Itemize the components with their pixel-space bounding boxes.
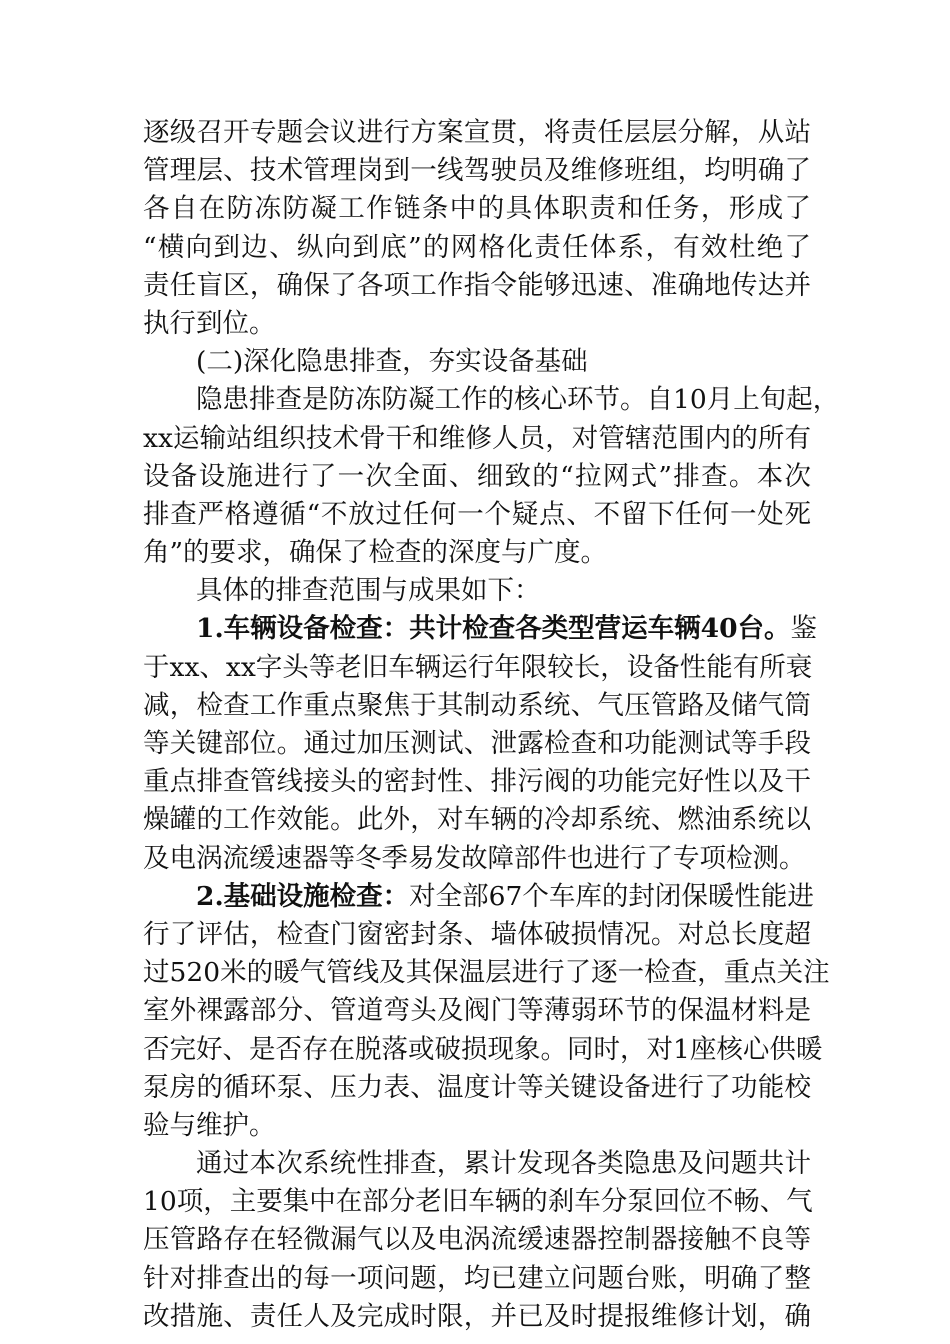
text-line: 过520米的暖气管线及其保温层进行了逐一检查，重点关注 bbox=[143, 957, 830, 989]
text-line: 针对排查出的每一项问题，均已建立问题台账，明确了整 bbox=[143, 1262, 811, 1294]
text-line: 否完好、是否存在脱落或破损现象。同时，对1座核心供暖 bbox=[143, 1033, 823, 1065]
text-line: 执行到位。 bbox=[143, 307, 276, 339]
text-line: 及电涡流缓速器等冬季易发故障部件也进行了专项检测。 bbox=[143, 842, 806, 874]
text-line: 责任盲区，确保了各项工作指令能够迅速、准确地传达并 bbox=[143, 269, 811, 301]
bold-lead: 2.基础设施检查： bbox=[196, 880, 410, 912]
paragraph-scope-intro: 具体的排查范围与成果如下： bbox=[196, 575, 541, 607]
text-line: 室外裸露部分、管道弯头及阀门等薄弱环节的保温材料是 bbox=[143, 995, 811, 1027]
text-line: 燥罐的工作效能。此外，对车辆的冷却系统、燃油系统以 bbox=[143, 804, 811, 836]
document-body bbox=[143, 114, 840, 1336]
text-line: “横向到边、纵向到底”的网格化责任体系，有效杜绝了 bbox=[143, 231, 811, 263]
text-line: 管理层、技术管理岗到一线驾驶员及维修班组，均明确了 bbox=[143, 155, 811, 187]
text-line: 各自在防冻防凝工作链条中的具体职责和任务，形成了 bbox=[143, 193, 811, 225]
text-line: 隐患排查是防冻防凝工作的核心环节。自10月上旬起， bbox=[196, 384, 840, 416]
text-line: 压管路存在轻微漏气以及电涡流缓速器控制器接触不良等 bbox=[143, 1224, 811, 1256]
paragraph-hazard-inspection bbox=[143, 381, 840, 572]
section-heading: (二)深化隐患排查，夯实设备基础 bbox=[196, 346, 588, 378]
text-line: 逐级召开专题会议进行方案宣贯，将责任层层分解，从站 bbox=[143, 117, 811, 148]
paragraph-vehicle-inspection bbox=[143, 610, 818, 877]
text-line: xx运输站组织技术骨干和维修人员，对管辖范围内的所有 bbox=[143, 422, 811, 454]
text-line: 于xx、xx字头等老旧车辆运行年限较长，设备性能有所衰 bbox=[143, 651, 813, 683]
text-line: 10项，主要集中在部分老旧车辆的刹车分泵回位不畅、气 bbox=[143, 1186, 813, 1218]
text-line: 角”的要求，确保了检查的深度与广度。 bbox=[143, 537, 608, 569]
text-line: 设备设施进行了一次全面、细致的“拉网式”排查。本次 bbox=[143, 460, 811, 492]
text-line: 重点排查管线接头的密封性、排污阀的功能完好性以及干 bbox=[143, 766, 811, 798]
text-line bbox=[143, 878, 814, 916]
text-line bbox=[143, 610, 818, 648]
text-line: 减，检查工作重点聚焦于其制动系统、气压管路及储气筒 bbox=[143, 689, 811, 721]
text-line: 改措施、责任人及完成时限，并已及时提报维修计划，确 bbox=[143, 1300, 811, 1332]
text-line: 通过本次系统性排查，累计发现各类隐患及问题共计 bbox=[196, 1148, 811, 1180]
text-line: 等关键部位。通过加压测试、泄露检查和功能测试等手段 bbox=[143, 728, 811, 759]
text-line: 行了评估，检查门窗密封条、墙体破损情况。对总长度超 bbox=[143, 918, 811, 950]
text-line: 泵房的循环泵、压力表、温度计等关键设备进行了功能校 bbox=[143, 1071, 811, 1103]
paragraph-infrastructure-inspection bbox=[143, 878, 830, 1145]
lead-rest: 鉴 bbox=[790, 613, 818, 645]
lead-rest: 对全部67个车库的封闭保暖性能进 bbox=[409, 880, 814, 912]
text-line: 排查严格遵循“不放过任何一个疑点、不留下任何一处死 bbox=[143, 498, 811, 530]
text-line: 验与维护。 bbox=[143, 1109, 276, 1141]
paragraph-inspection-results bbox=[143, 1145, 811, 1336]
paragraph-responsibility bbox=[143, 114, 811, 343]
bold-lead: 1.车辆设备检查：共计检查各类型营运车辆40台。 bbox=[196, 613, 791, 645]
